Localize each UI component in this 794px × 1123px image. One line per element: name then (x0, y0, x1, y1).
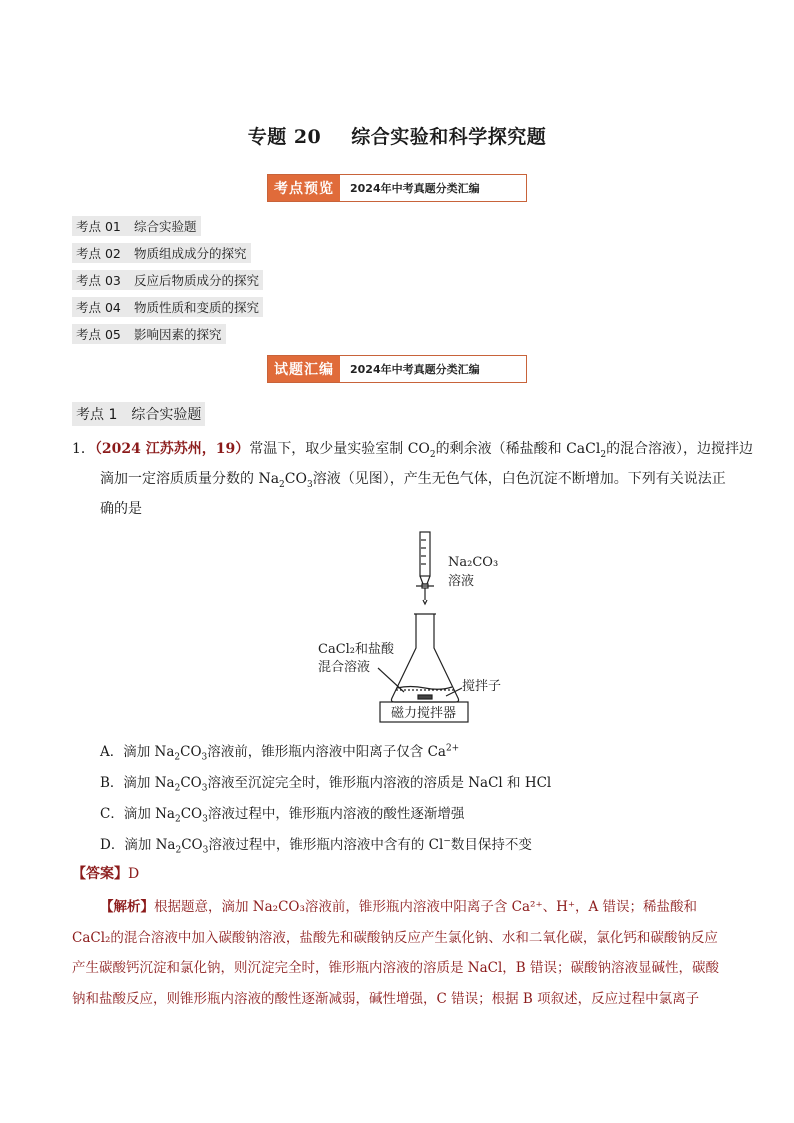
title-topic-number: 专题 20 (247, 126, 322, 148)
question-source: （2024 江苏苏州，19） (94, 441, 250, 457)
page-title (0, 122, 794, 149)
reagent-sub-label: 溶液 (448, 574, 475, 589)
answer (72, 863, 139, 883)
mixture-label-2: 混合溶液 (318, 660, 371, 675)
answer-label: 【答案】 (72, 866, 128, 882)
questions-banner-tag: 试题汇编 (268, 356, 340, 382)
preview-banner-text: 2024年中考真题分类汇编 (340, 175, 490, 201)
kaodian-item: 考点 02 物质组成成分的探究 (72, 243, 251, 263)
question-line-3: 确的是 (100, 501, 142, 517)
section-heading: 考点 1 综合实验题 (72, 402, 205, 426)
title-topic-name: 综合实验和科学探究题 (351, 126, 547, 148)
preview-banner-tag: 考点预览 (268, 175, 340, 201)
questions-banner (267, 355, 527, 383)
kaodian-item: 考点 03 反应后物质成分的探究 (72, 270, 263, 290)
preview-banner (267, 174, 527, 202)
apparatus-figure (300, 528, 520, 728)
kaodian-item: 考点 05 影响因素的探究 (72, 324, 226, 344)
kaodian-item: 考点 01 综合实验题 (72, 216, 201, 236)
option-c: C．滴加 $Na_2CO_3$溶液过程中，锥形瓶内溶液的酸性逐渐增强 (100, 806, 465, 825)
analysis-text: 根据题意，滴加 Na₂CO₃溶液前，锥形瓶内溶液中阳离子含 Ca²⁺、H⁺，A 错误；稀盐酸和 CaCl₂的混合溶液中加入碳酸钠溶液，盐酸先和碳酸钠反应产生氯化钠、水和二氧化碳，氯化钙和碳酸钠反应产生碳酸钙沉淀和氯化钠，则沉淀完全时，锥形瓶内溶液的溶质是 NaCl，B 错误；碳酸钠溶液显碱性，碳酸钠和盐酸反应，则锥形瓶内溶液的酸性逐渐减弱，碱性增强，C 错误；根据 B 项叙述，反应过程中氯离子 (72, 899, 720, 1007)
flask-icon (391, 614, 458, 702)
stirrer-label: 磁力搅拌器 (391, 706, 457, 721)
reagent-label: Na₂CO₃ (448, 555, 499, 570)
option-b: B．滴加 $Na_2CO_3$溶液至沉淀完全时，锥形瓶内溶液的溶质是 NaCl 和 HCl (100, 775, 552, 794)
mixture-label: CaCl₂和盐酸 (318, 642, 395, 657)
stir-bar-icon (418, 695, 432, 699)
question-number: 1． (72, 441, 95, 457)
questions-banner-text: 2024年中考真题分类汇编 (340, 356, 490, 382)
question-line-2: 滴加一定溶质质量分数的 $Na_2CO_3$溶液（见图），产生无色气体，白色沉淀不断增加。下列有关说法正 (100, 471, 726, 490)
question-line-1: 1．（2024 江苏苏州，19）常温下，取少量实验室制 $CO_2$的剩余液（稀盐酸和 CaCl$_2$的混合溶液），边搅拌边 (72, 441, 754, 460)
option-a: A．滴加 $Na_2CO_3$溶液前，锥形瓶内溶液中阳离子仅含 $Ca^{2+}$ (100, 743, 460, 763)
option-d: D．滴加 $Na_2CO_3$溶液过程中，锥形瓶内溶液中含有的 Cl−数目保持不变 (100, 836, 532, 856)
analysis (72, 892, 728, 1014)
analysis-label: 【解析】 (100, 899, 154, 915)
burette-icon (420, 532, 430, 576)
answer-value: D (128, 866, 140, 882)
stir-bar-label: 搅拌子 (462, 679, 502, 694)
kaodian-item: 考点 04 物质性质和变质的探究 (72, 297, 263, 317)
